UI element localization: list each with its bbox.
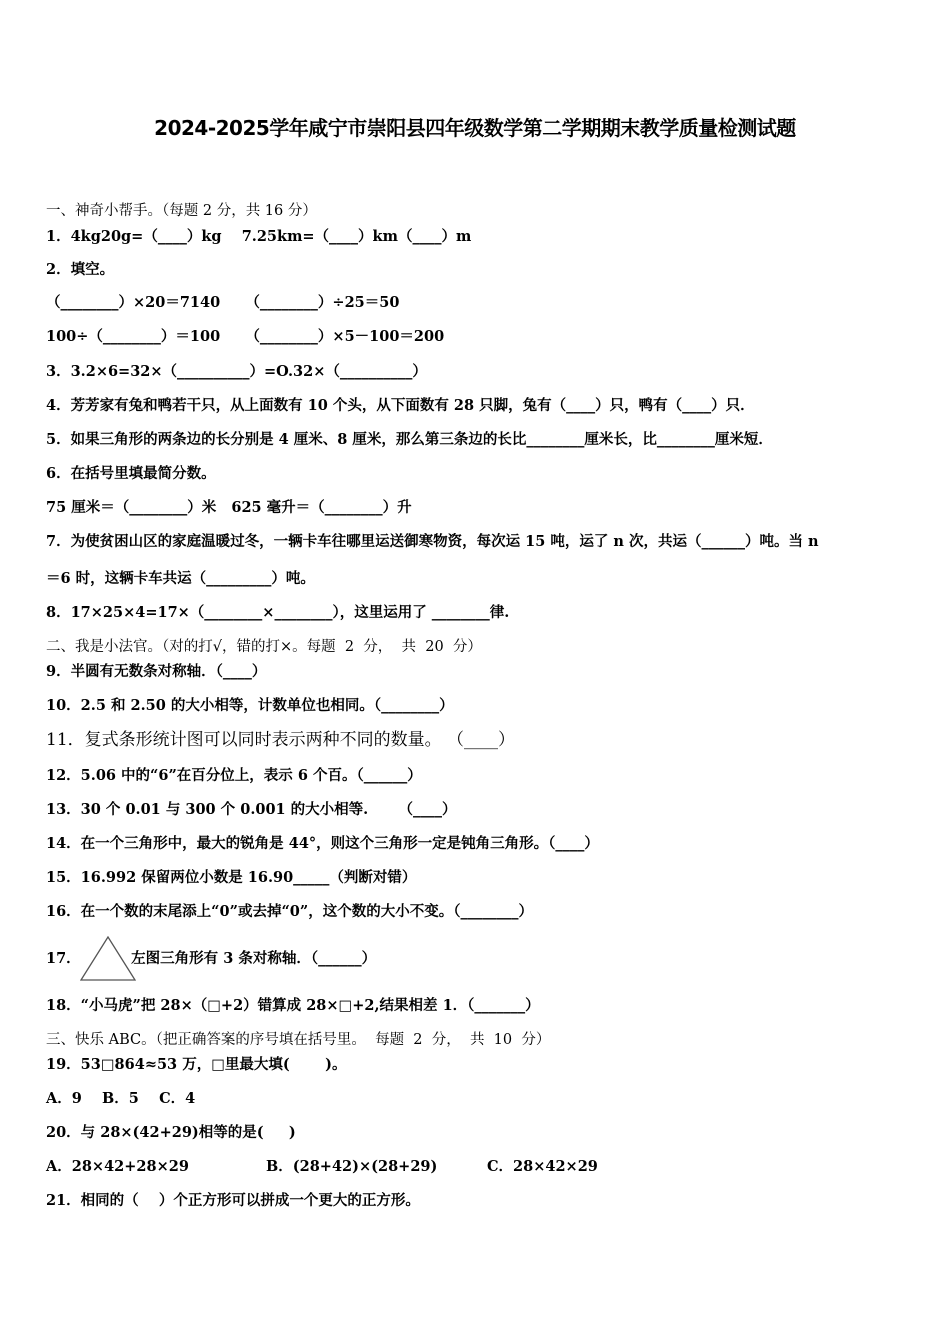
- question-line: 9．半圆有无数条对称轴．（____）: [46, 663, 267, 680]
- section-heading: 一、神奇小帮手。（每题 2 分，共 16 分）: [46, 203, 317, 219]
- question-line: 12．5.06 中的“6”在百分位上，表示 6 个百。（______）: [46, 767, 422, 784]
- question-line: 4．芳芳家有兔和鸭若干只，从上面数有 10 个头，从下面数有 28 只脚，兔有（____）只，鸭有（____）只．: [46, 397, 755, 414]
- section-heading: 三、快乐 ABC。（把正确答案的序号填在括号里。 每题 2 分， 共 10 分）: [46, 1032, 551, 1048]
- option-b: B．(28+42)×(28+29): [266, 1158, 438, 1175]
- question-line: 100÷（________）＝100 （________）×5－100＝200: [46, 328, 445, 345]
- question-line: 10．2.5 和 2.50 的大小相等，计数单位也相同。（________）: [46, 697, 454, 714]
- option-c: C．28×42×29: [487, 1158, 598, 1175]
- question-line: 11．复式条形统计图可以同时表示两种不同的数量。 （____）: [46, 730, 516, 750]
- triangle-figure: [80, 936, 136, 982]
- question-line: 16．在一个数的末尾添上“0”或去掉“0”，这个数的大小不变。（________）: [46, 903, 533, 920]
- question-line: 6．在括号里填最简分数。: [46, 465, 216, 482]
- question-line: 1．4kg20g=（____）kg 7.25km=（____）km（____）m: [46, 228, 472, 245]
- question-line: 19．53□864≈53 万，□里最大填( )。: [46, 1056, 347, 1073]
- question-line: 17． 左图三角形有 3 条对称轴．（______）: [46, 950, 377, 967]
- question-line: 8．17×25×4=17×（________×________），这里运用了 ________律.: [46, 604, 510, 621]
- question-line: （________）×20＝7140 （________）÷25＝50: [46, 294, 400, 311]
- section-heading: 二、我是小法官。（对的打√，错的打×。每题 2 分， 共 20 分）: [46, 639, 482, 655]
- question-line: 7．为使贫困山区的家庭温暖过冬，一辆卡车往哪里运送御寒物资，每次运 15 吨，运了 n 次，共运（______）吨。当 n: [46, 533, 819, 550]
- question-line: 75 厘米＝（________）米 625 毫升＝（________）升: [46, 499, 412, 516]
- question-line: 5．如果三角形的两条边的长分别是 4 厘米、8 厘米，那么第三条边的长比________厘米长，比________厘米短．: [46, 431, 773, 448]
- question-line: ＝6 时，这辆卡车共运（_________）吨。: [46, 570, 315, 587]
- page-title: 2024-2025学年咸宁市崇阳县四年级数学第二学期期末教学质量检测试题: [154, 116, 796, 140]
- question-line: 21．相同的（ ）个正方形可以拼成一个更大的正方形。: [46, 1192, 420, 1209]
- question-line: A．9 B．5 C．4: [46, 1090, 196, 1107]
- question-line: 20．与 28×(42+29)相等的是( ): [46, 1124, 296, 1141]
- question-line: 3．3.2×6=32×（__________）=O.32×（__________）: [46, 363, 427, 380]
- question-line: 14．在一个三角形中，最大的锐角是 44°，则这个三角形一定是钝角三角形。（____）: [46, 835, 599, 852]
- question-line: 13．30 个 0.01 与 300 个 0.001 的大小相等. （____）: [46, 801, 457, 818]
- question-line: 2．填空。: [46, 261, 115, 278]
- question-line: 18．“小马虎”把 28×（□+2）错算成 28×□+2,结果相差 1．（_______）: [46, 997, 540, 1014]
- question-line: 15．16.992 保留两位小数是 16.90_____（判断对错）: [46, 869, 417, 886]
- option-a: A．28×42+28×29: [46, 1158, 189, 1175]
